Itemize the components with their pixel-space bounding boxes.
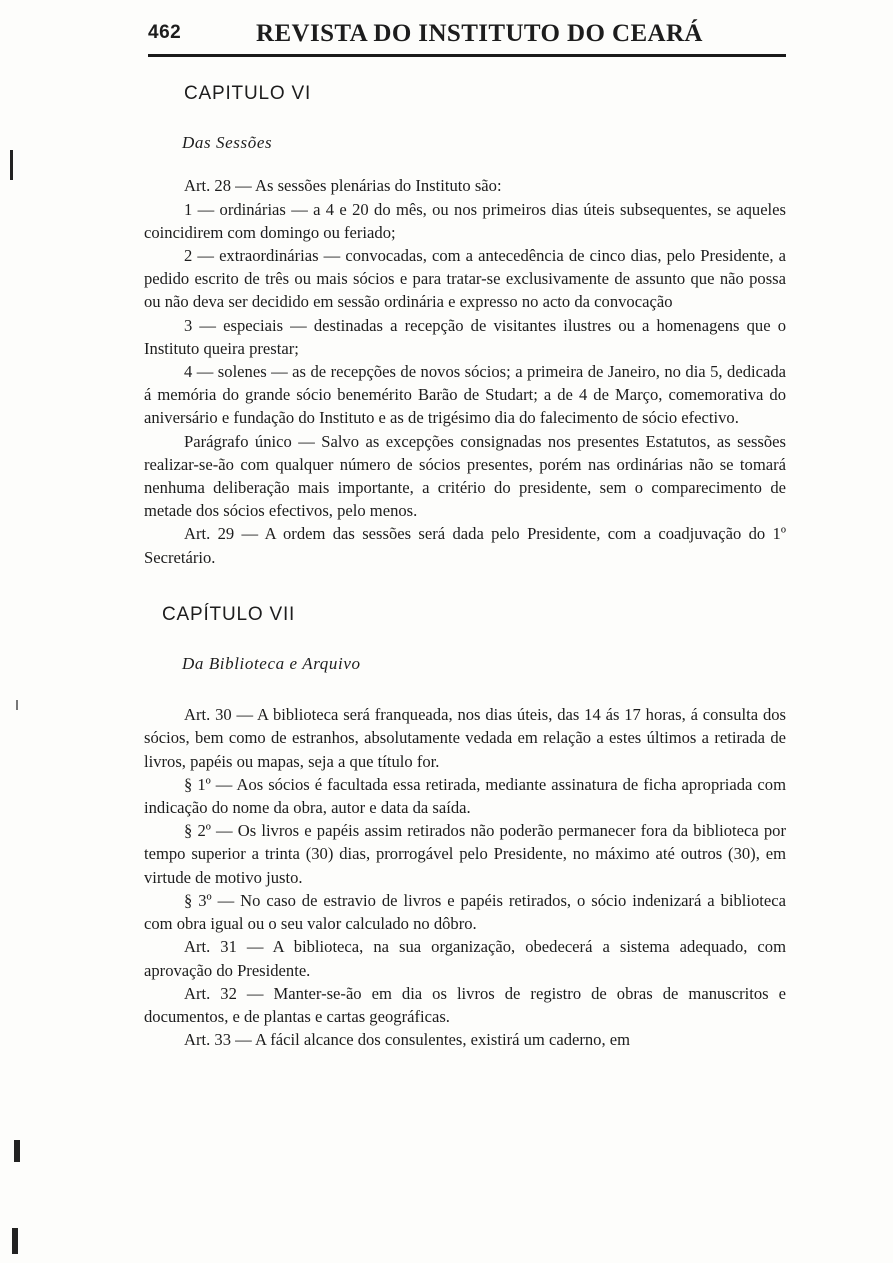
paragraph: Art. 30 — A biblioteca será franqueada, nos dias úteis, das 14 ás 17 horas, á consulta dos sócios, bem como de estranhos, absolutamente vedada em relação a estes últimos a retirada de livros, papéis ou mapas, seja a que título for. bbox=[144, 705, 786, 771]
paragraph: 4 — solenes — as de recepções de novos sócios; a primeira de Janeiro, no dia 5, dedicada á memória do grande sócio benemérito Barão de Studart; a de 4 de Março, comemorativa do aniversário e fundação do Instituto e as de trigésimo dia do falecimento de sócio efectivo. bbox=[144, 362, 786, 428]
paragraph: 1 — ordinárias — a 4 e 20 do mês, ou nos primeiros dias úteis subsequentes, se aqueles coincidirem com domingo ou feriado; bbox=[144, 199, 786, 242]
paragraph: Art. 29 — A ordem das sessões será dada pelo Presidente, com a coadjuvação do 1º Secretário. bbox=[144, 524, 786, 567]
paragraph: Art. 31 — A biblioteca, na sua organização, obedecerá a sistema adequado, com aprovação do Presidente. bbox=[144, 937, 786, 980]
paragraph: Art. 28 — As sessões plenárias do Instituto são: bbox=[184, 176, 502, 196]
paragraph: § 1º — Aos sócios é facultada essa retirada, mediante assinatura de ficha apropriada com indicação do nome da obra, autor e data da saída. bbox=[144, 774, 786, 818]
paragraph: § 3º — No caso de estravio de livros e papéis retirados, o sócio indenizará a biblioteca com obra igual ou o seu valor calculado no dôbro. bbox=[144, 890, 786, 934]
section-title-biblioteca: Da Biblioteca e Arquivo bbox=[182, 654, 361, 674]
scan-mark bbox=[14, 1140, 20, 1162]
paragraph: 3 — especiais — destinadas a recepção de visitantes ilustres ou a homenagens que o Instituto queira prestar; bbox=[144, 315, 786, 358]
paragraph: 2 — extraordinárias — convocadas, com a antecedência de cinco dias, pelo Presidente, a pedido escrito de três ou mais sócios e para tratar-se exclusivamente de assunto que não possa ou não deva ser decidido em sessão ordinária e expresso no acto da convocação bbox=[144, 246, 786, 312]
paragraph: Art. 32 — Manter-se-ão em dia os livros de registro de obras de manuscritos e documentos, e de plantas e cartas geográficas. bbox=[144, 983, 786, 1026]
scan-mark bbox=[16, 700, 18, 710]
running-title: REVISTA DO INSTITUTO DO CEARÁ bbox=[256, 20, 703, 47]
page-body bbox=[144, 70, 786, 1051]
page-header bbox=[148, 18, 788, 58]
chapter-heading-7: CAPÍTULO VII bbox=[162, 603, 296, 625]
chapter-heading-6: CAPITULO VI bbox=[184, 83, 312, 104]
spacer bbox=[144, 569, 786, 591]
scan-mark bbox=[10, 150, 13, 180]
paragraph: § 2º — Os livros e papéis assim retirados não poderão permanecer fora da biblioteca por tempo superior a trinta (30) dias, prorrogável pelo Presidente, no máximo até outros (30), em virtude de motivo justo. bbox=[144, 821, 786, 887]
scan-mark bbox=[12, 1228, 18, 1254]
paragraph: Art. 33 — A fácil alcance dos consulentes, existirá um caderno, em bbox=[184, 1030, 631, 1050]
page-number: 462 bbox=[148, 22, 182, 43]
header-rule bbox=[148, 54, 786, 57]
section-title-sessoes: Das Sessões bbox=[182, 133, 273, 153]
paragraph: Parágrafo único — Salvo as excepções consignadas nos presentes Estatutos, as sessões realizar-se-ão com qualquer número de sócios presentes, porém nas ordinárias não se tomará nenhuma deliberação mais importante, a critério do presidente, sem o comparecimento de metade dos sócios efectivos, pelo menos. bbox=[144, 431, 786, 521]
